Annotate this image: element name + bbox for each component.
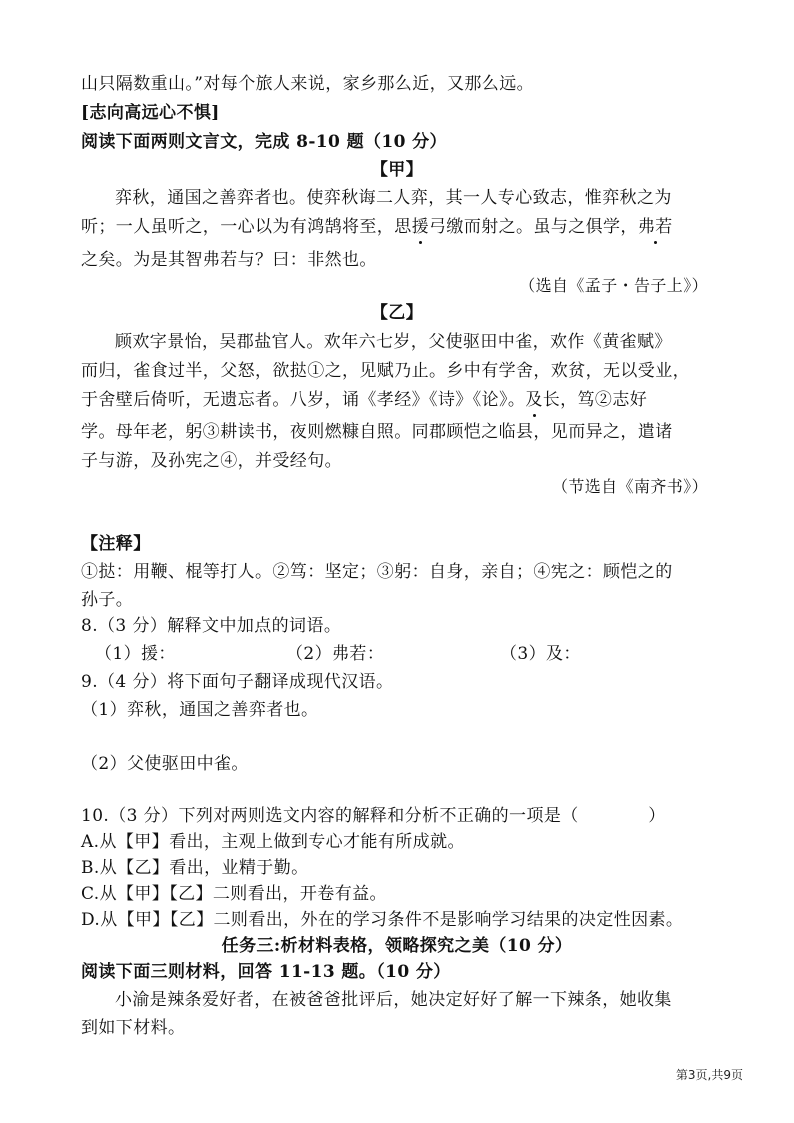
passage-a-line: 弈秋，通国之善弈者也。使弈秋诲二人弈，其一人专心致志，惟弈秋之为 [115, 188, 672, 208]
task-3-paragraph-line: 到如下材料。 [81, 1018, 186, 1038]
passage-a-source: （选自《孟子・告子上》） [519, 276, 708, 295]
intro-line: 山只隔数重山。”对每个旅人来说，家乡那么近，又那么远。 [81, 74, 534, 94]
question-8-item: （2）弗若： [286, 644, 385, 664]
notes-heading: 【注释】 [81, 534, 151, 554]
section-heading: [志向高远心不惧] [81, 103, 220, 123]
notes-line: 孙子。 [81, 590, 134, 610]
dotted-word-ji: 及 [525, 390, 543, 410]
task-3-instruction: 阅读下面三则材料，回答 11-13 题。（10 分） [81, 962, 451, 982]
dotted-word-furuo: 弗若 [637, 217, 673, 237]
passage-a-label: 【甲】 [370, 160, 424, 180]
passage-b-label: 【乙】 [370, 303, 424, 323]
passage-a-line: 听；一人虽听之，一心以为有鸿鹄将至，思援弓缴而射之。虽与之俱学，弗若 [81, 217, 673, 237]
passage-b-line: 学。母年老，躬③耕读书，夜则燃糠自照。同郡顾恺之临县，见而异之，遣诸 [81, 422, 673, 442]
task-3-title: 任务三:析材料表格，领略探究之美（10 分） [221, 936, 573, 956]
question-10-option-c: C.从【甲】【乙】二则看出，开卷有益。 [81, 884, 387, 904]
question-8-stem: 8.（3 分）解释文中加点的词语。 [81, 616, 342, 636]
question-10-option-d: D.从【甲】【乙】二则看出，外在的学习条件不是影响学习结果的决定性因素。 [81, 910, 684, 930]
task-3-paragraph-line: 小渝是辣条爱好者，在被爸爸批评后，她决定好好了解一下辣条，她收集 [115, 990, 672, 1010]
question-10-stem: 10.（3 分）下列对两则选文内容的解释和分析不正确的一项是（ ） [81, 806, 666, 826]
question-9-stem: 9.（4 分）将下面句子翻译成现代汉语。 [81, 672, 394, 692]
question-10-option-b: B.从【乙】看出，业精于勤。 [81, 858, 309, 878]
passage-a-line: 之矣。为是其智弗若与？曰：非然也。 [81, 250, 377, 270]
dotted-word-yuan: 援 [411, 217, 430, 237]
question-9-item: （1）弈秋，通国之善弈者也。 [81, 700, 319, 720]
question-8-item: （1）援： [95, 644, 176, 664]
passage-b-line: 子与游，及孙宪之④，并受经句。 [81, 451, 342, 471]
passage-b-line: 于舍壁后倚听，无遗忘者。八岁，诵《孝经》《诗》《论》。及长，笃②志好 [81, 390, 648, 410]
notes-line: ①挞：用鞭、棍等打人。②笃：坚定；③躬：自身，亲自；④宪之：顾恺之的 [81, 562, 673, 582]
page-indicator: 第3页,共9页 [675, 1068, 743, 1082]
passage-b-source: （节选自《南齐书》） [551, 477, 708, 496]
question-10-option-a: A.从【甲】看出，主观上做到专心才能有所成就。 [81, 832, 465, 852]
question-8-item: （3）及： [500, 644, 581, 664]
passage-b-line: 而归，雀食过半，父怒，欲挞①之，见赋乃止。乡中有学舍，欢贫，无以受业， [81, 361, 690, 381]
reading-instruction: 阅读下面两则文言文，完成 8-10 题（10 分） [81, 132, 447, 152]
passage-b-line: 顾欢字景怡，吴郡盐官人。欢年六七岁，父使驱田中雀，欢作《黄雀赋》 [115, 332, 672, 352]
question-9-item: （2）父使驱田中雀。 [81, 754, 249, 774]
